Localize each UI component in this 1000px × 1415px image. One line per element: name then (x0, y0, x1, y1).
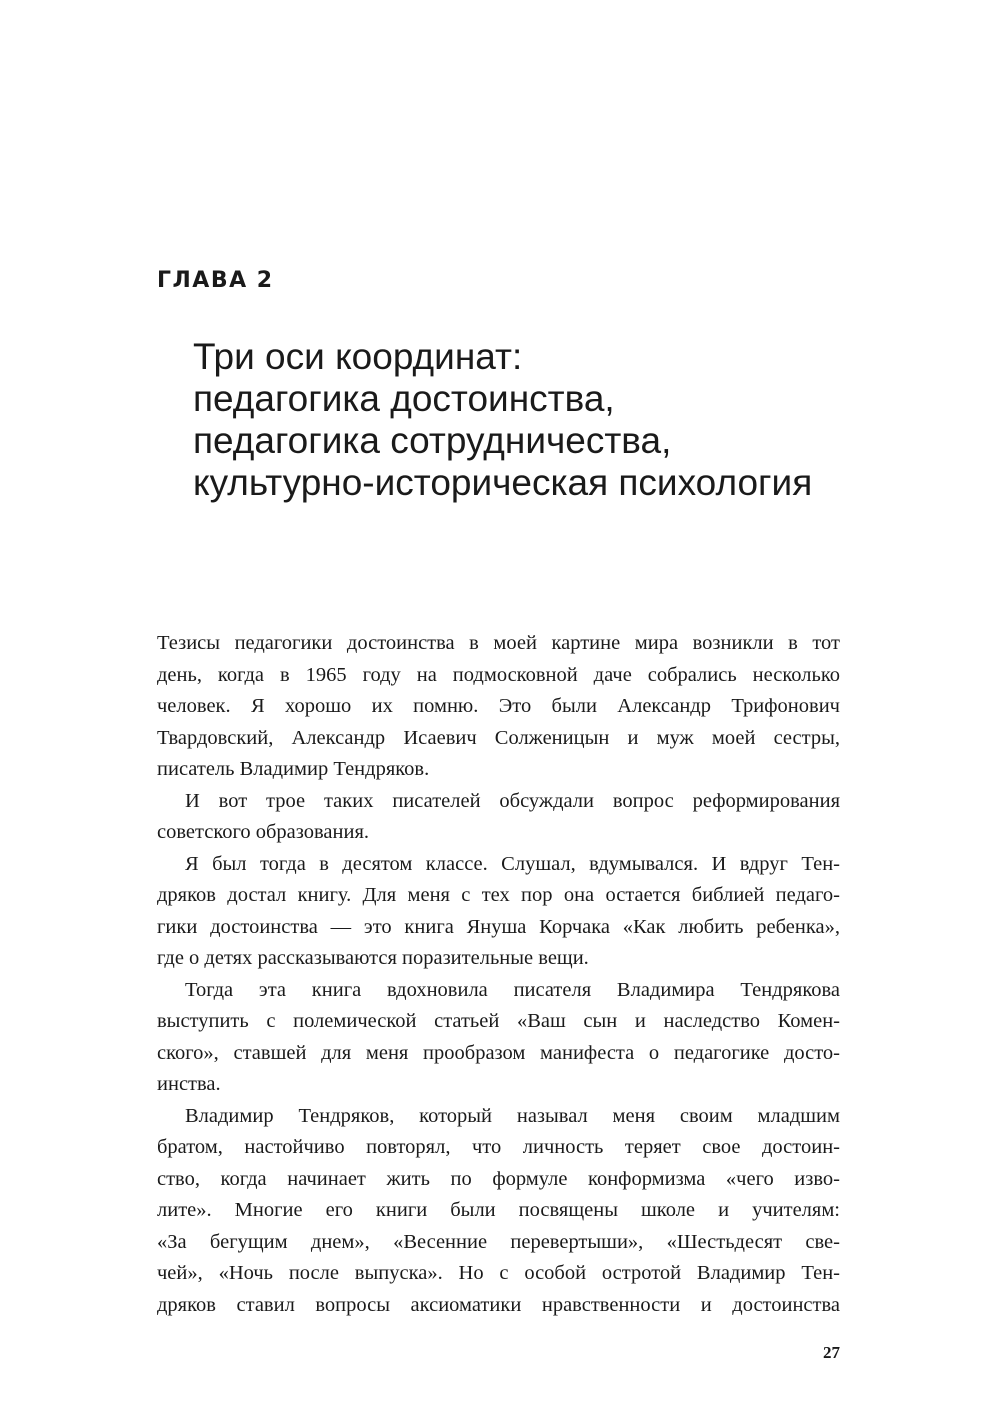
body-text (157, 628, 840, 1321)
text-line: «За бегущим днем», «Весенние перевертыши», «Шестьдесят све- (157, 1230, 840, 1253)
text-line: выступить с полемической статьей «Ваш сын и наследство Комен- (157, 1010, 840, 1032)
text-line: братом, настойчиво повторял, что личность теряет свое достоин- (157, 1136, 840, 1158)
chapter-title (193, 336, 893, 504)
text-line: дряков ставил вопросы аксиоматики нравственности и достоинства (157, 1293, 840, 1316)
text-line: человек. Я хорошо их помню. Это были Александр Трифонович (157, 695, 840, 717)
text-line: Я был тогда в десятом классе. Слушал, вдумывался. И вдруг Тен- (185, 852, 840, 875)
chapter-label: ГЛАВА 2 (157, 268, 274, 293)
text-line: ство, когда начинает жить по формуле конформизма «чего изво- (157, 1167, 840, 1190)
text-line: день, когда в 1965 году на подмосковной даче собрались несколько (157, 663, 840, 686)
paragraph (157, 1101, 840, 1322)
paragraph (157, 849, 840, 975)
chapter-title-line: педагогика сотрудничества, (193, 420, 672, 461)
paragraph (157, 975, 840, 1101)
text-line: лите». Многие его книги были посвящены школе и учителям: (157, 1199, 840, 1221)
text-line: инства. (157, 1073, 221, 1095)
text-line: Твардовский, Александр Исаевич Солженицын и муж моей сестры, (157, 726, 840, 749)
text-line: писатель Владимир Тендряков. (157, 758, 430, 780)
page-number: 27 (823, 1343, 840, 1362)
text-line: ского», ставшей для меня прообразом манифеста о педагогике досто- (157, 1041, 840, 1064)
text-line: Тезисы педагогики достоинства в моей картине мира возникли в тот (157, 632, 840, 654)
chapter-title-line: культурно-историческая психология (193, 462, 813, 503)
chapter-title-line: педагогика достоинства, (193, 378, 615, 419)
text-line: Владимир Тендряков, который называл меня своим младшим (185, 1104, 840, 1127)
text-line: И вот трое таких писателей обсуждали вопрос реформирования (185, 789, 840, 812)
chapter-title-line: Три оси координат: (193, 336, 523, 377)
text-line: советского образования. (157, 821, 370, 843)
paragraph (157, 786, 840, 849)
text-line: Тогда эта книга вдохновила писателя Владимира Тендрякова (185, 978, 840, 1001)
paragraph (157, 628, 840, 786)
text-line: гики достоинства — это книга Януша Корчака «Как любить ребенка», (157, 915, 840, 938)
text-line: дряков достал книгу. Для меня с тех пор она остается библией педаго- (157, 884, 840, 906)
text-line: чей», «Ночь после выпуска». Но с особой остротой Владимир Тен- (157, 1262, 840, 1284)
text-line: где о детях рассказываются поразительные вещи. (157, 947, 589, 969)
